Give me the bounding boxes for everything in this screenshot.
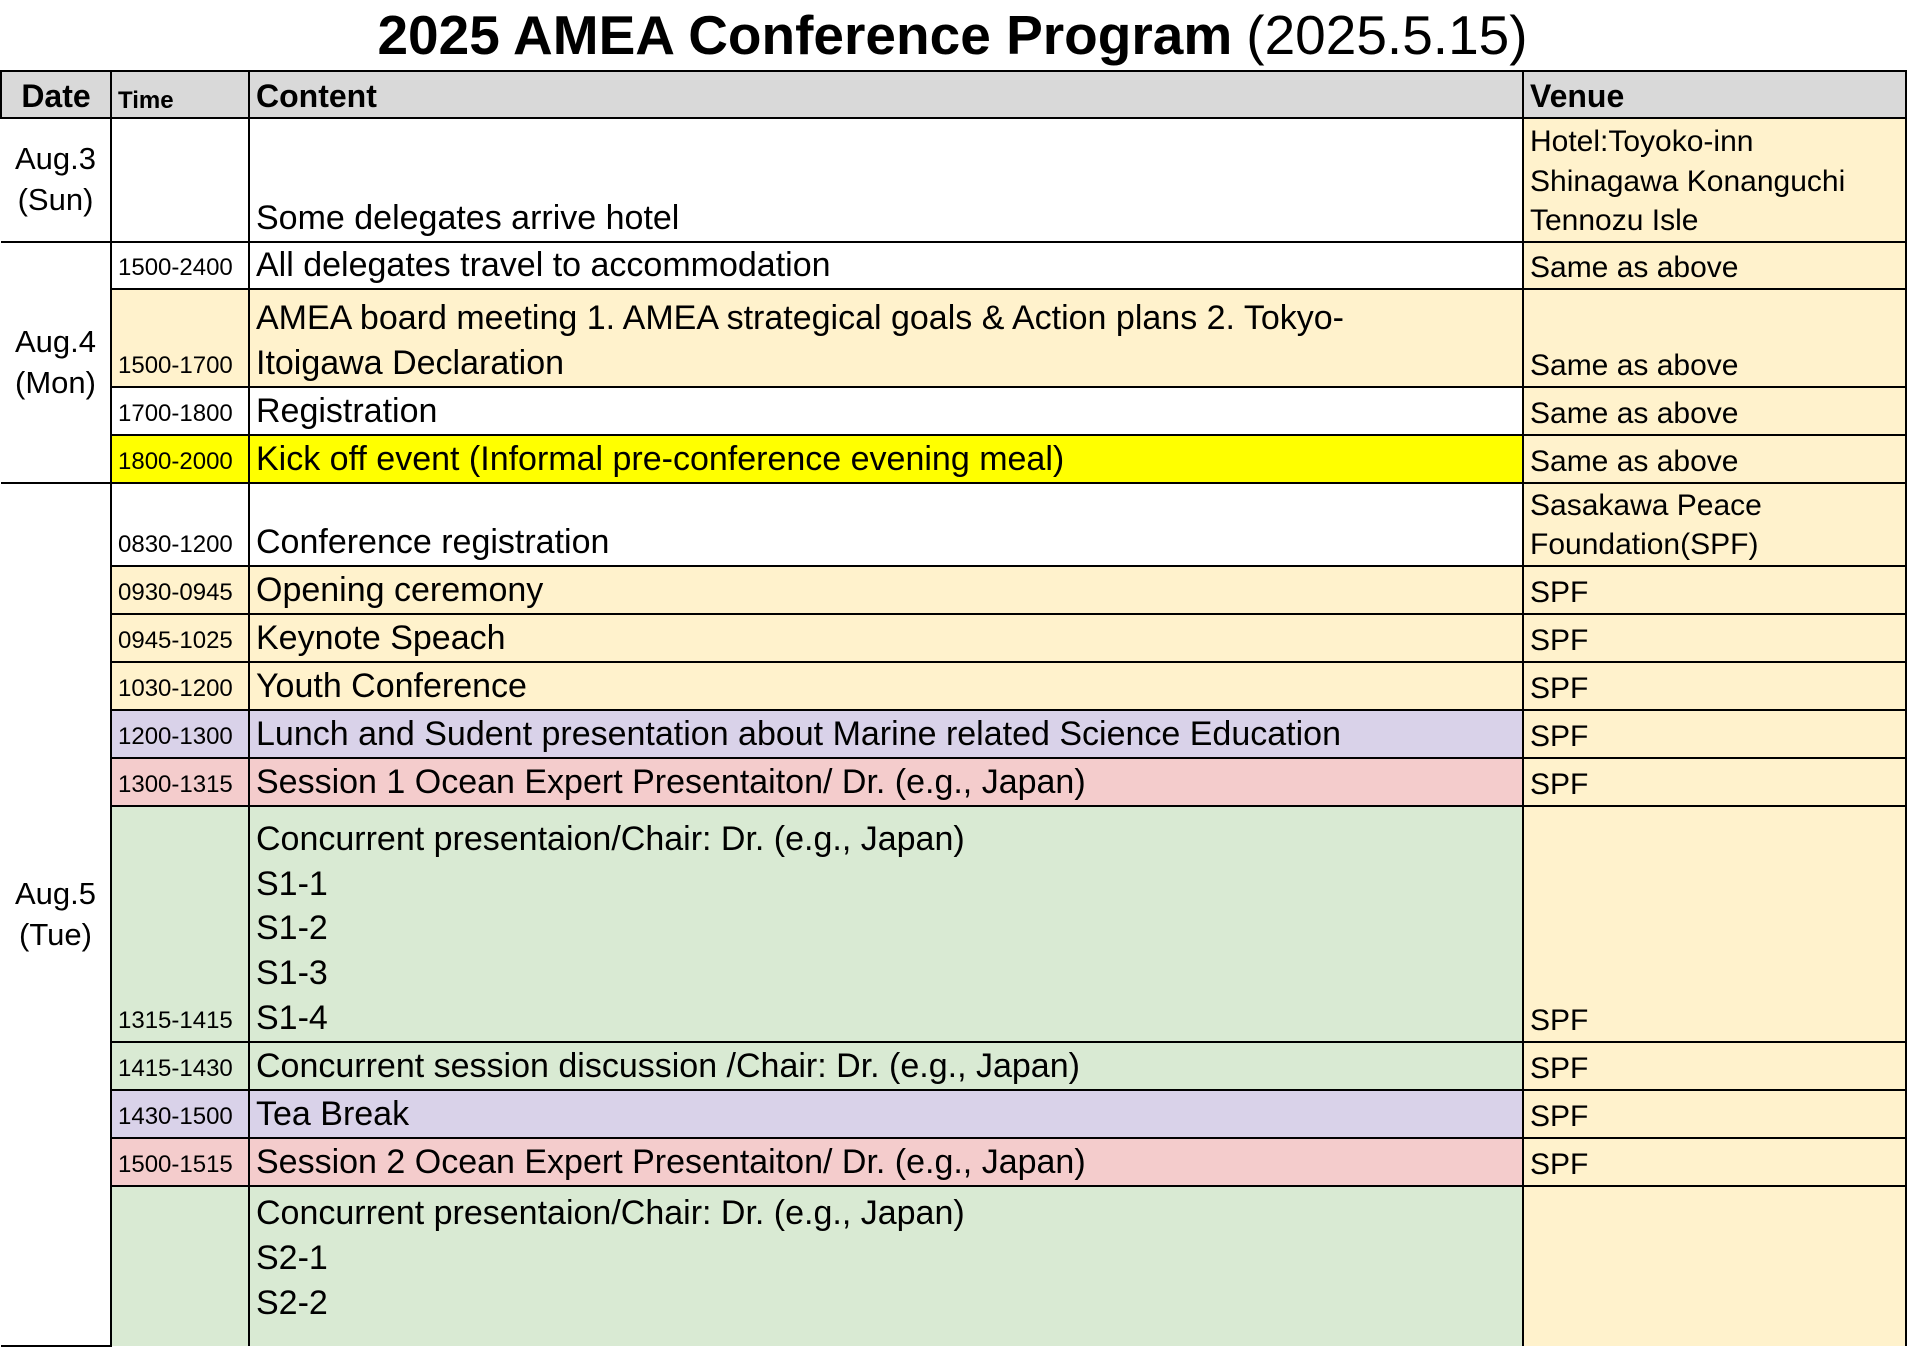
time-cell: 1500-2400 <box>111 242 249 289</box>
content-cell <box>249 289 1523 387</box>
venue-line: SPF <box>1530 1100 1589 1134</box>
table-row <box>1 483 1906 566</box>
content-cell <box>249 1138 1523 1186</box>
venue-line: Same as above <box>1530 397 1739 431</box>
table-row <box>1 435 1906 483</box>
content-line: Conference registration <box>256 523 610 562</box>
table-row <box>1 806 1906 1042</box>
table-row <box>1 1138 1906 1186</box>
venue-line: Tennozu Isle <box>1530 204 1699 238</box>
content-cell <box>249 242 1523 289</box>
table-row <box>1 1186 1906 1346</box>
content-line: Registration <box>256 392 438 431</box>
venue-line: SPF <box>1530 672 1589 706</box>
venue-cell <box>1523 1186 1906 1346</box>
content-cell <box>249 806 1523 1042</box>
time-cell: 1430-1500 <box>111 1090 249 1138</box>
date-weekday: (Sun) <box>17 182 94 217</box>
venue-cell <box>1523 242 1906 289</box>
table-row <box>1 614 1906 662</box>
time-cell: 1030-1200 <box>111 662 249 710</box>
table-row <box>1 289 1906 387</box>
content-cell <box>249 387 1523 435</box>
content-line: All delegates travel to accommodation <box>256 246 831 285</box>
venue-cell <box>1523 435 1906 483</box>
venue-line: Hotel:Toyoko-inn <box>1530 125 1754 159</box>
date-cell-aug4 <box>1 242 111 483</box>
content-line: Some delegates arrive hotel <box>256 199 680 238</box>
content-line: Opening ceremony <box>256 571 544 610</box>
content-line: Kick off event (Informal pre-conference evening meal) <box>256 440 1065 479</box>
table-row <box>1 242 1906 289</box>
venue-line: Same as above <box>1530 251 1739 285</box>
time-cell: 0930-0945 <box>111 566 249 614</box>
table-row <box>1 1090 1906 1138</box>
venue-line: SPF <box>1530 624 1589 658</box>
date-label: Aug.4 <box>14 323 96 359</box>
content-line: S1-4 <box>256 999 328 1038</box>
time-cell <box>111 1186 249 1346</box>
content-cell <box>249 710 1523 758</box>
content-line: Concurrent presentaion/Chair: Dr. (e.g., Japan) <box>256 819 965 858</box>
content-line: Tea Break <box>256 1095 410 1134</box>
header-content: Content <box>249 71 1523 118</box>
time-cell: 1700-1800 <box>111 387 249 435</box>
time-cell: 0830-1200 <box>111 483 249 566</box>
header-date: Date <box>1 71 111 118</box>
venue-cell <box>1523 806 1906 1042</box>
content-cell <box>249 118 1523 242</box>
table-row <box>1 118 1906 242</box>
content-line: Concurrent presentaion/Chair: Dr. (e.g., Japan) <box>256 1194 965 1232</box>
venue-line: SPF <box>1530 1052 1589 1086</box>
content-line: Lunch and Sudent presentation about Marine related Science Education <box>256 715 1341 754</box>
table-row <box>1 758 1906 806</box>
venue-line: Shinagawa Konanguchi <box>1530 164 1846 198</box>
header-venue: Venue <box>1523 71 1906 118</box>
time-cell: 1200-1300 <box>111 710 249 758</box>
content-line: S1-2 <box>256 909 328 948</box>
venue-cell <box>1523 1042 1906 1090</box>
venue-line: SPF <box>1530 720 1589 754</box>
venue-line: SPF <box>1530 1148 1589 1182</box>
venue-line: SPF <box>1530 768 1589 802</box>
content-line: Keynote Speach <box>256 619 506 658</box>
venue-cell <box>1523 614 1906 662</box>
venue-cell <box>1523 483 1906 566</box>
venue-cell <box>1523 566 1906 614</box>
page-title <box>0 0 1905 70</box>
venue-cell <box>1523 289 1906 387</box>
program-table <box>0 70 1907 1347</box>
time-cell: 1300-1315 <box>111 758 249 806</box>
content-line: Youth Conference <box>256 667 527 706</box>
content-cell <box>249 483 1523 566</box>
date-cell-aug3 <box>1 118 111 242</box>
venue-cell <box>1523 118 1906 242</box>
content-line: S1-1 <box>256 864 328 903</box>
header-time: Time <box>111 71 249 118</box>
content-line: Session 1 Ocean Expert Presentaiton/ Dr. (e.g., Japan) <box>256 763 1086 802</box>
table-row <box>1 387 1906 435</box>
content-cell <box>249 1186 1523 1346</box>
content-line: AMEA board meeting 1. AMEA strategical goals & Action plans 2. Tokyo- <box>256 299 1344 338</box>
date-weekday: (Mon) <box>15 364 96 400</box>
venue-line: SPF <box>1530 1004 1589 1038</box>
time-cell: 1500-1515 <box>111 1138 249 1186</box>
content-line: S2-2 <box>256 1283 328 1322</box>
title-main: 2025 AMEA Conference Program <box>377 4 1233 66</box>
time-cell: 1315-1415 <box>111 806 249 1042</box>
content-cell <box>249 566 1523 614</box>
time-cell: 1415-1430 <box>111 1042 249 1090</box>
table-row <box>1 566 1906 614</box>
venue-cell <box>1523 710 1906 758</box>
content-cell <box>249 1090 1523 1138</box>
table-row <box>1 710 1906 758</box>
venue-cell <box>1523 387 1906 435</box>
venue-line: SPF <box>1530 576 1589 610</box>
date-label: Aug.5 <box>14 875 96 911</box>
content-line: S2-1 <box>256 1238 328 1277</box>
content-cell <box>249 662 1523 710</box>
table-header-row <box>1 71 1906 118</box>
table-row <box>1 1042 1906 1090</box>
venue-line: Foundation(SPF) <box>1530 528 1759 562</box>
time-cell: 1800-2000 <box>111 435 249 483</box>
venue-line: Sasakawa Peace <box>1530 488 1762 522</box>
content-cell <box>249 614 1523 662</box>
content-line: S1-3 <box>256 954 328 993</box>
content-cell <box>249 1042 1523 1090</box>
content-line: Session 2 Ocean Expert Presentaiton/ Dr. (e.g., Japan) <box>256 1143 1086 1182</box>
table-row <box>1 662 1906 710</box>
venue-cell <box>1523 662 1906 710</box>
date-cell-aug5 <box>1 483 111 1346</box>
title-date: (2025.5.15) <box>1246 4 1528 66</box>
content-cell <box>249 435 1523 483</box>
date-label: Aug.3 <box>14 141 96 177</box>
venue-cell <box>1523 1090 1906 1138</box>
venue-line: Same as above <box>1530 349 1739 383</box>
content-cell <box>249 758 1523 806</box>
time-cell: 1500-1700 <box>111 289 249 387</box>
venue-line: Same as above <box>1530 445 1739 479</box>
date-weekday: (Tue) <box>19 916 92 952</box>
content-line: Concurrent session discussion /Chair: Dr. (e.g., Japan) <box>256 1047 1080 1086</box>
time-cell <box>111 118 249 242</box>
venue-cell <box>1523 758 1906 806</box>
time-cell: 0945-1025 <box>111 614 249 662</box>
content-line: Itoigawa Declaration <box>256 344 565 383</box>
venue-cell <box>1523 1138 1906 1186</box>
